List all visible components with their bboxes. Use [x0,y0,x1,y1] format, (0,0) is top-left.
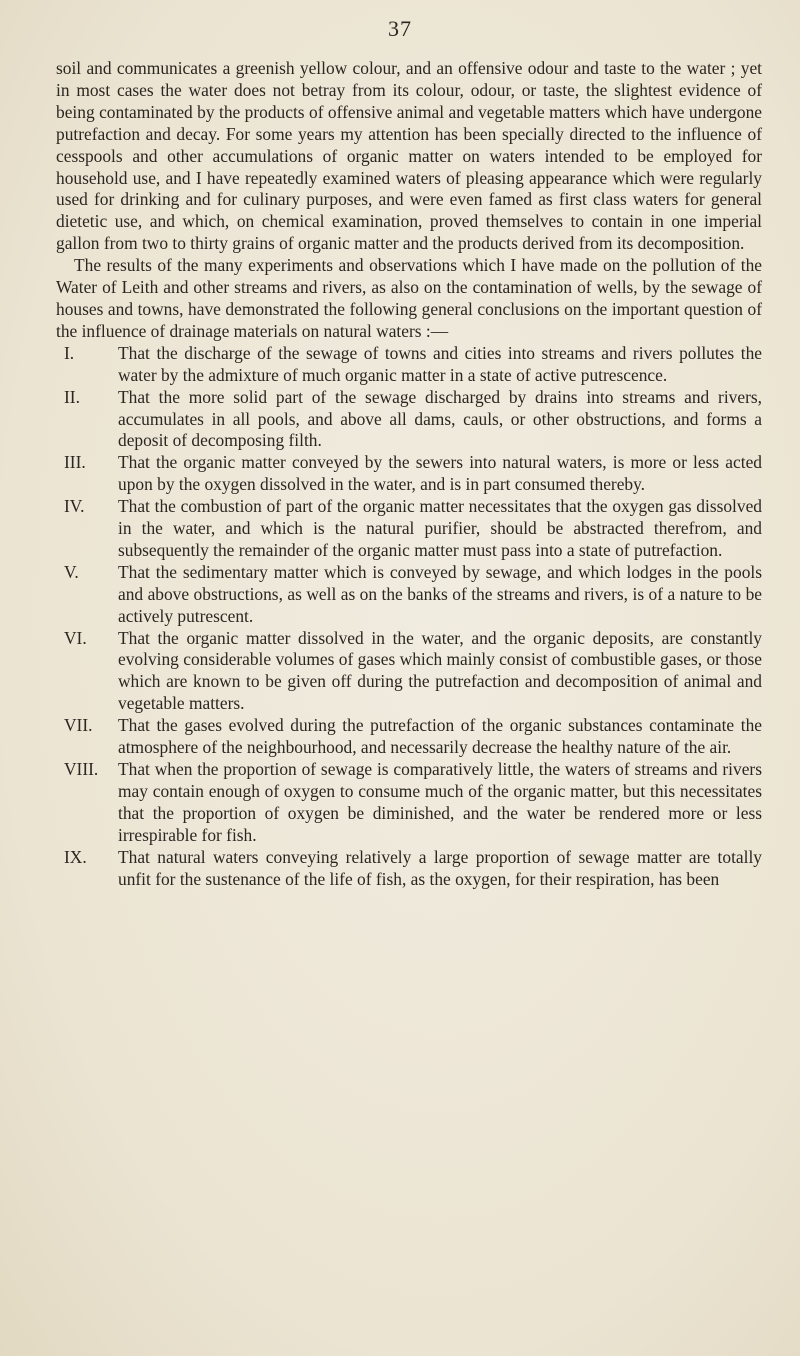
conclusion-text: That when the proportion of sewage is comparatively little, the waters of streams and rivers may contain enough of oxygen to consume much of the organic matter, but this necessitates that the proportion of oxygen be diminished, and the water be rendered more or less irrespirable for fish. [118,759,762,845]
conclusion-text: That the combustion of part of the organic matter necessitates that the oxygen gas dissolved in the water, and which is the natural purifier, should be abstracted therefrom, and subsequently the remainder of the organic matter must pass into a state of putrefaction. [118,496,762,560]
conclusion-item [56,715,762,759]
conclusion-numeral: IX. [64,846,87,867]
conclusion-numeral: III. [64,452,86,473]
conclusion-text: That the gases evolved during the putrefaction of the organic substances contaminate the atmosphere of the neighbourhood, and necessarily decrease the healthy nature of the air. [118,715,762,758]
paragraph-continued: soil and communicates a greenish yellow colour, and an offensive odour and taste to the water ; yet in most cases the water does not betray from its colour, odour, or taste, the slightest evidence of being contaminated by the products of offensive animal and vegetable matters which have undergone putrefaction and decay. For some years my attention has been specially directed to the influence of cesspools and other accumulations of organic matter on waters intended to be employed for household use, and I have repeatedly examined waters of pleasing appearance which were regularly used for drinking and for culinary purposes, and were even famed as first class waters for general dietetic use, and which, on chemical examination, proved themselves to contain in one imperial gallon from two to thirty grains of organic matter and the products derived from its decomposition. [56,58,762,254]
page-body [56,58,762,890]
page-number: 37 [388,16,412,41]
conclusion-numeral: IV. [64,496,85,517]
conclusion-numeral: V. [64,561,79,582]
conclusion-text: That the discharge of the sewage of towns and cities into streams and rivers pollutes the water by the admixture of much organic matter in a state of active putrescence. [118,342,762,385]
conclusion-numeral: VI. [64,627,87,648]
conclusion-numeral: II. [64,386,80,407]
conclusion-item [56,759,762,847]
conclusion-numeral: VIII. [64,759,99,779]
conclusion-text: That the organic matter dissolved in the water, and the organic deposits, are constantly evolving considerable volumes of gases which mainly consist of combustible gases, or those which are known to be given off during the putrefaction and decomposition of animal and vegetable matters. [118,627,762,714]
conclusion-item [56,628,762,716]
conclusion-item [56,452,762,496]
conclusion-numeral: VII. [64,715,93,736]
paragraph-results: The results of the many experiments and observations which I have made on the pollution of the Water of Leith and other streams and rivers, as also on the contamination of wells, by the sewage of houses and towns, have demonstrated the following general conclusions on the important question of the influence of drainage materials on natural waters :— [56,255,762,341]
conclusion-item [56,387,762,453]
conclusion-item [56,496,762,562]
conclusion-item [56,343,762,387]
conclusion-text: That the more solid part of the sewage discharged by drains into streams and rivers, accumulates in all pools, and above all dams, cauls, or other obstructions, and forms a deposit of decomposing filth. [118,386,762,451]
conclusions-list [56,343,762,891]
conclusion-numeral: I. [64,342,75,363]
conclusion-text: That natural waters conveying relatively a large proportion of sewage matter are totally unfit for the sustenance of the life of fish, as the oxygen, for their respiration, has been [118,846,762,889]
conclusion-text: That the sedimentary matter which is conveyed by sewage, and which lodges in the pools and above obstructions, as well as on the banks of the streams and rivers, is of a nature to be actively putrescent. [118,561,762,626]
conclusion-text: That the organic matter conveyed by the sewers into natural waters, is more or less acted upon by the oxygen dissolved in the water, and is in part consumed thereby. [118,452,762,495]
conclusion-item [56,562,762,628]
conclusion-item [56,847,762,891]
